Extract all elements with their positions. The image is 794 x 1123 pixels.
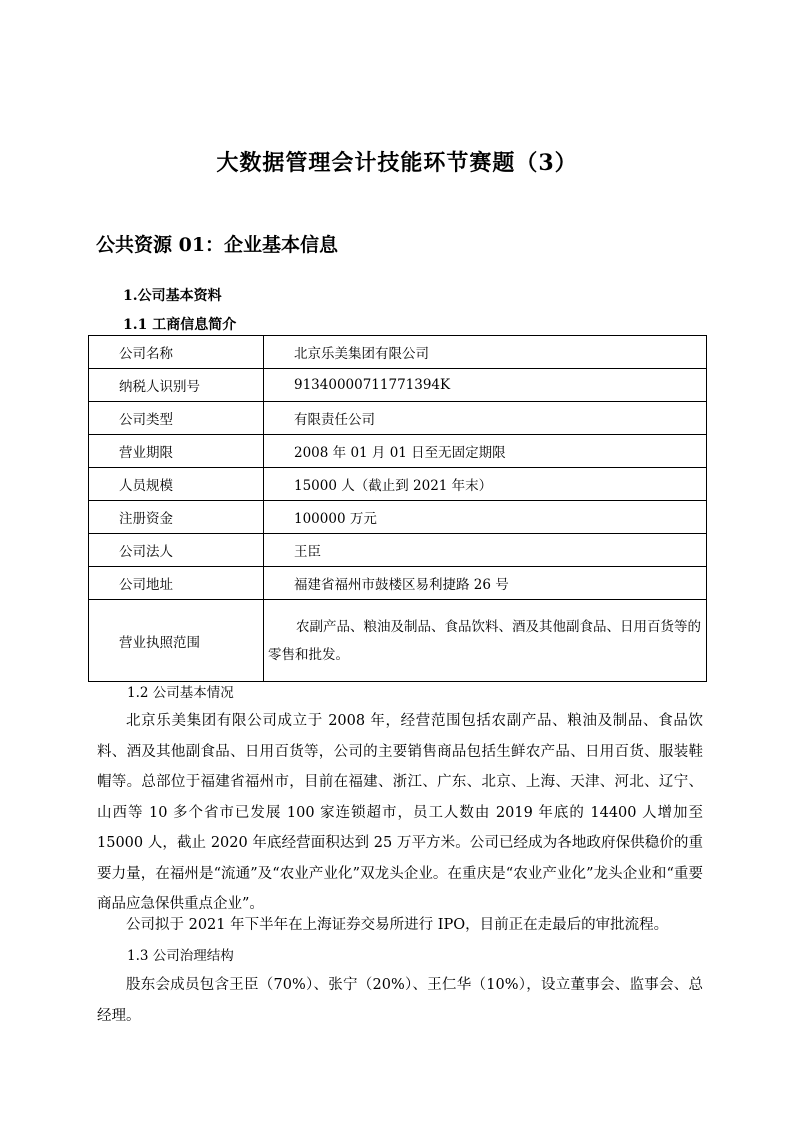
row-label: 公司地址 <box>89 567 264 600</box>
row-label: 营业执照范围 <box>89 600 264 682</box>
row-value: 有限责任公司 <box>264 402 707 435</box>
row-value: 农副产品、粮油及制品、食品饮料、酒及其他副食品、日用百货等的零售和批发。 <box>264 600 707 682</box>
table-row <box>89 534 707 567</box>
row-label: 公司法人 <box>89 534 264 567</box>
table-row <box>89 402 707 435</box>
row-value: 2008 年 01 月 01 日至无固定期限 <box>264 435 707 468</box>
business-info-table <box>88 335 707 682</box>
row-label: 营业期限 <box>89 435 264 468</box>
row-label: 人员规模 <box>89 468 264 501</box>
table-row <box>89 468 707 501</box>
row-value: 15000 人（截止到 2021 年末） <box>264 468 707 501</box>
row-label: 公司名称 <box>89 336 264 369</box>
subsection-heading-governance: 1.3 公司治理结构 <box>127 948 234 964</box>
row-label: 纳税人识别号 <box>89 369 264 402</box>
document-title: 大数据管理会计技能环节赛题（3） <box>216 150 578 176</box>
row-value: 王臣 <box>264 534 707 567</box>
table-row <box>89 435 707 468</box>
subsection-heading-company-info: 1.公司基本资料 <box>123 288 222 304</box>
row-value: 91340000711771394K <box>264 369 707 402</box>
section-heading: 公共资源 01：企业基本信息 <box>96 234 339 256</box>
row-value: 福建省福州市鼓楼区易利捷路 26 号 <box>264 567 707 600</box>
ipo-paragraph: 公司拟于 2021 年下半年在上海证券交易所进行 IPO，目前正在走最后的审批流程。 <box>126 917 669 933</box>
company-overview-paragraph: 北京乐美集团有限公司成立于 2008 年，经营范围包括农副产品、粮油及制品、食品饮料、酒及其他副食品、日用百货等，公司的主要销售商品包括生鲜农产品、日用百货、服装鞋帽等。总部位于福建省福州市，目前在福建、浙江、广东、北京、上海、天津、河北、辽宁、山西等 10 多个省市已发展 100 家连锁超市，员工人数由 2019 年底的 14400 人增加至 15000 人，截止 2020 年底经营面积达到 25 万平方米。公司已经成为各地政府保供稳价的重要力量，在福州是“流通”及“农业产业化”双龙头企业。在重庆是“农业产业化”龙头企业和“重要商品应急保供重点企业”。 <box>97 713 703 912</box>
governance-paragraph: 股东会成员包含王臣（70%）、张宁（20%）、王仁华（10%），设立董事会、监事会、总经理。 <box>97 977 703 1024</box>
table-row <box>89 369 707 402</box>
table-row <box>89 567 707 600</box>
row-value: 北京乐美集团有限公司 <box>264 336 707 369</box>
subsection-heading-company-overview: 1.2 公司基本情况 <box>127 685 234 701</box>
table-row <box>89 600 707 682</box>
table-row <box>89 336 707 369</box>
table-row <box>89 501 707 534</box>
row-value: 100000 万元 <box>264 501 707 534</box>
row-label: 注册资金 <box>89 501 264 534</box>
row-label: 公司类型 <box>89 402 264 435</box>
subsection-heading-business-registration: 1.1 工商信息简介 <box>123 317 237 333</box>
